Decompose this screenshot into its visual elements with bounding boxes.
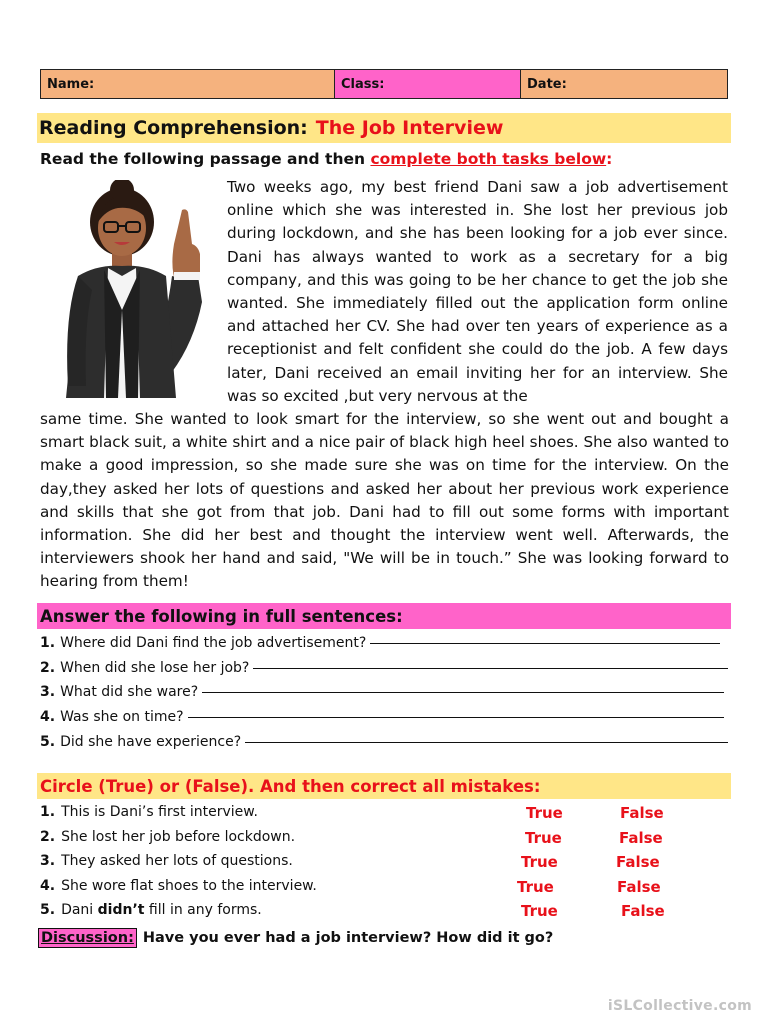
- discussion-text: Have you ever had a job interview? How did it go?: [142, 930, 554, 946]
- name-field[interactable]: Name:: [41, 70, 335, 98]
- section-heading-answers: Answer the following in full sentences:: [37, 603, 731, 629]
- answer-line-2[interactable]: [253, 668, 728, 669]
- tf-statement-5: 5. Dani didn’t fill in any forms. True False: [40, 902, 665, 920]
- discussion-tag: Discussion:: [38, 928, 137, 948]
- discussion-prompt: [38, 928, 553, 948]
- instructions-colon: :: [606, 150, 613, 168]
- businesswoman-illustration: [44, 180, 220, 398]
- date-field[interactable]: Date:: [521, 70, 727, 98]
- question-3: 3. What did she ware?: [40, 684, 728, 704]
- answer-line-5[interactable]: [245, 742, 728, 743]
- question-2: 2. When did she lose her job?: [40, 660, 728, 680]
- instructions: [40, 150, 612, 168]
- student-info-header: [40, 69, 728, 99]
- class-field[interactable]: Class:: [335, 70, 521, 98]
- question-1: 1. Where did Dani find the job advertisement?: [40, 635, 728, 655]
- title-main: The Job Interview: [315, 117, 504, 139]
- false-option-2[interactable]: False: [619, 829, 663, 847]
- reading-passage-part2: same time. She wanted to look smart for the interview, so she went out and bought a smart black suit, a white shirt and a nice pair of black high heel shoes. She also wanted to make a good impression, so she made sure she was on time for the interview. On the day,they asked her lots of questions and asked her about her previous work experience and skills that she got from that job. Dani had to fill out some forms with important information. She did her best and thought the interview went well. Afterwards, the interviewers shook her hand and said, "We will be in touch.” She was looking forward to hearing from them!: [40, 410, 729, 591]
- true-option-5[interactable]: True: [521, 902, 558, 920]
- instructions-emphasis: complete both tasks below: [370, 150, 607, 168]
- question-5: 5. Did she have experience?: [40, 734, 728, 754]
- false-option-4[interactable]: False: [617, 878, 661, 896]
- answer-line-3[interactable]: [202, 692, 724, 693]
- tf-statement-3: 3. They asked her lots of questions. True False: [40, 853, 660, 871]
- answer-line-1[interactable]: [370, 643, 720, 644]
- instructions-lead: Read the following passage and then: [40, 150, 366, 168]
- false-option-3[interactable]: False: [616, 853, 660, 871]
- page-title: [37, 113, 731, 143]
- true-option-1[interactable]: True: [526, 804, 563, 822]
- answer-line-4[interactable]: [188, 717, 724, 718]
- true-option-2[interactable]: True: [525, 829, 562, 847]
- watermark: iSLCollective.com: [607, 998, 752, 1014]
- question-4: 4. Was she on time?: [40, 709, 728, 729]
- tf-statement-4: 4. She wore flat shoes to the interview. True False: [40, 878, 661, 896]
- reading-passage-part1: Two weeks ago, my best friend Dani saw a job advertisement online which she was interested in. She lost her previous job during lockdown, and she has been looking for a job ever since. Dani has always wanted to work as a secretary for a big company, and this was going to be her chance to get the job she wanted. She immediately filled out the application form online and attached her CV. She had over ten years of experience as a receptionist and felt confident she could do the job. A few days later, Dani received an email inviting her for an interview. She was so excited ,but very nervous at the: [227, 178, 728, 405]
- section-heading-true-false: Circle (True) or (False). And then correct all mistakes:: [37, 773, 731, 799]
- tf-statement-1: 1. This is Dani’s first interview. True False: [40, 804, 664, 822]
- true-option-3[interactable]: True: [521, 853, 558, 871]
- false-option-5[interactable]: False: [621, 902, 665, 920]
- true-option-4[interactable]: True: [517, 878, 554, 896]
- title-prefix: Reading Comprehension:: [39, 117, 308, 139]
- tf-statement-2: 2. She lost her job before lockdown. True False: [40, 829, 663, 847]
- false-option-1[interactable]: False: [620, 804, 664, 822]
